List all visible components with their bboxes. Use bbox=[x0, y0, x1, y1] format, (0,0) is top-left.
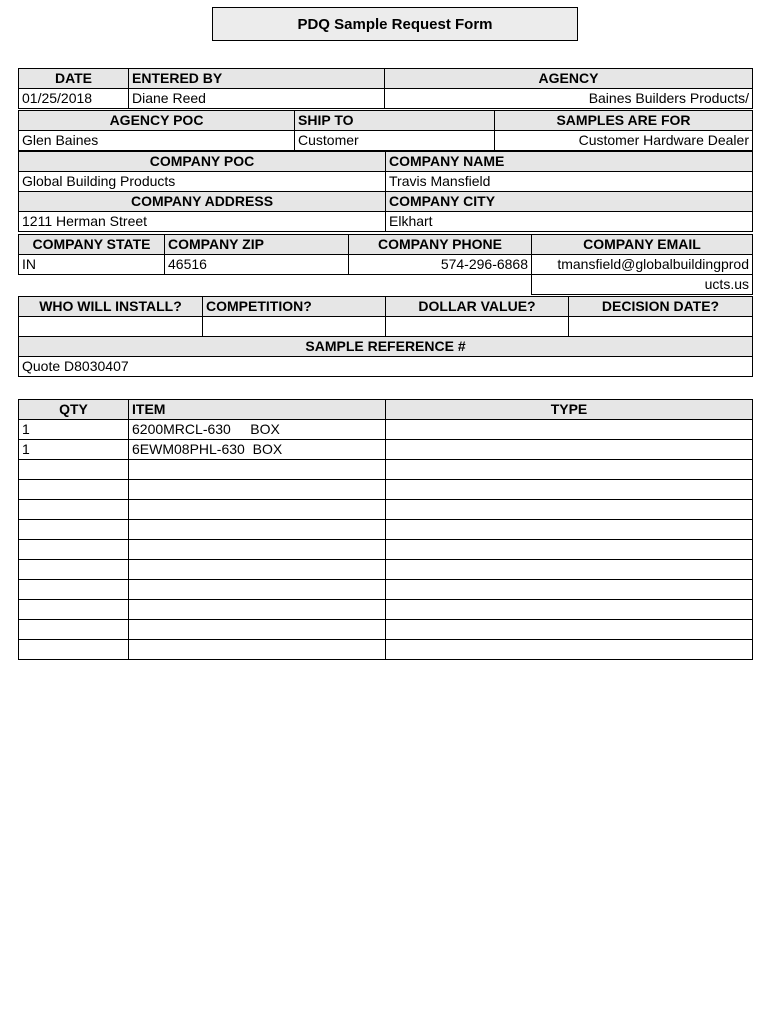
agency-header: AGENCY bbox=[385, 69, 753, 89]
ship-info-table bbox=[18, 110, 753, 151]
qty-cell[interactable] bbox=[19, 640, 129, 660]
company-address-header: COMPANY ADDRESS bbox=[19, 192, 386, 212]
company-name-field[interactable]: Travis Mansfield bbox=[386, 172, 753, 192]
item-cell[interactable] bbox=[129, 560, 386, 580]
type-cell[interactable] bbox=[386, 500, 753, 520]
date-header: DATE bbox=[19, 69, 129, 89]
type-cell[interactable] bbox=[386, 480, 753, 500]
item-cell[interactable] bbox=[129, 520, 386, 540]
item-cell[interactable] bbox=[129, 480, 386, 500]
company-city-field[interactable]: Elkhart bbox=[386, 212, 753, 232]
qty-cell[interactable] bbox=[19, 540, 129, 560]
type-cell[interactable] bbox=[386, 640, 753, 660]
date-field[interactable]: 01/25/2018 bbox=[19, 89, 129, 109]
table-row bbox=[19, 460, 753, 480]
spacer bbox=[19, 275, 532, 295]
qty-cell[interactable] bbox=[19, 600, 129, 620]
type-cell[interactable] bbox=[386, 560, 753, 580]
company-info-table bbox=[18, 151, 753, 232]
entered-by-header: ENTERED BY bbox=[129, 69, 385, 89]
dollar-value-header: DOLLAR VALUE? bbox=[386, 297, 569, 317]
ship-to-field[interactable]: Customer bbox=[295, 131, 495, 151]
type-cell[interactable] bbox=[386, 600, 753, 620]
table-row bbox=[19, 540, 753, 560]
item-cell[interactable]: 6EWM08PHL-630 BOX bbox=[129, 440, 386, 460]
table-row bbox=[19, 480, 753, 500]
table-row bbox=[19, 620, 753, 640]
table-row bbox=[19, 580, 753, 600]
company-poc-field[interactable]: Global Building Products bbox=[19, 172, 386, 192]
company-phone-header: COMPANY PHONE bbox=[349, 235, 532, 255]
table-row bbox=[19, 420, 753, 440]
entered-by-field[interactable]: Diane Reed bbox=[129, 89, 385, 109]
type-header: TYPE bbox=[386, 400, 753, 420]
company-address-field[interactable]: 1211 Herman Street bbox=[19, 212, 386, 232]
samples-are-for-header: SAMPLES ARE FOR bbox=[495, 111, 753, 131]
samples-are-for-field[interactable]: Customer Hardware Dealer bbox=[495, 131, 753, 151]
agency-poc-header: AGENCY POC bbox=[19, 111, 295, 131]
decision-date-field[interactable] bbox=[569, 317, 753, 337]
type-cell[interactable] bbox=[386, 520, 753, 540]
type-cell[interactable] bbox=[386, 580, 753, 600]
qty-cell[interactable] bbox=[19, 560, 129, 580]
who-will-install-field[interactable] bbox=[19, 317, 203, 337]
who-will-install-header: WHO WILL INSTALL? bbox=[19, 297, 203, 317]
company-state-header: COMPANY STATE bbox=[19, 235, 165, 255]
decision-date-header: DECISION DATE? bbox=[569, 297, 753, 317]
table-row bbox=[19, 600, 753, 620]
company-poc-header: COMPANY POC bbox=[19, 152, 386, 172]
company-name-header: COMPANY NAME bbox=[386, 152, 753, 172]
agency-field[interactable]: Baines Builders Products/ bbox=[385, 89, 753, 109]
table-row bbox=[19, 640, 753, 660]
company-state-field[interactable]: IN bbox=[19, 255, 165, 275]
qty-cell[interactable] bbox=[19, 580, 129, 600]
item-cell[interactable] bbox=[129, 640, 386, 660]
item-cell[interactable] bbox=[129, 460, 386, 480]
qty-cell[interactable]: 1 bbox=[19, 420, 129, 440]
qty-cell[interactable] bbox=[19, 500, 129, 520]
sample-reference-header: SAMPLE REFERENCE # bbox=[19, 337, 753, 357]
type-cell[interactable] bbox=[386, 420, 753, 440]
dollar-value-field[interactable] bbox=[386, 317, 569, 337]
company-email-field-line2[interactable]: ucts.us bbox=[532, 275, 753, 295]
item-cell[interactable] bbox=[129, 540, 386, 560]
contact-info-table bbox=[18, 234, 753, 295]
table-row bbox=[19, 520, 753, 540]
form-title: PDQ Sample Request Form bbox=[212, 7, 578, 41]
item-cell[interactable] bbox=[129, 620, 386, 640]
qty-cell[interactable]: 1 bbox=[19, 440, 129, 460]
sample-reference-field[interactable]: Quote D8030407 bbox=[19, 357, 753, 377]
company-zip-header: COMPANY ZIP bbox=[165, 235, 349, 255]
table-row bbox=[19, 440, 753, 460]
company-zip-field[interactable]: 46516 bbox=[165, 255, 349, 275]
item-cell[interactable] bbox=[129, 580, 386, 600]
qty-cell[interactable] bbox=[19, 520, 129, 540]
competition-header: COMPETITION? bbox=[203, 297, 386, 317]
type-cell[interactable] bbox=[386, 540, 753, 560]
competition-field[interactable] bbox=[203, 317, 386, 337]
company-city-header: COMPANY CITY bbox=[386, 192, 753, 212]
table-row bbox=[19, 560, 753, 580]
company-email-header: COMPANY EMAIL bbox=[532, 235, 753, 255]
table-row bbox=[19, 500, 753, 520]
company-email-field-line1[interactable]: tmansfield@globalbuildingprod bbox=[532, 255, 753, 275]
agency-poc-field[interactable]: Glen Baines bbox=[19, 131, 295, 151]
qty-cell[interactable] bbox=[19, 480, 129, 500]
item-cell[interactable]: 6200MRCL-630 BOX bbox=[129, 420, 386, 440]
qty-header: QTY bbox=[19, 400, 129, 420]
sales-info-table bbox=[18, 296, 753, 377]
type-cell[interactable] bbox=[386, 440, 753, 460]
qty-cell[interactable] bbox=[19, 460, 129, 480]
items-table bbox=[18, 399, 753, 660]
qty-cell[interactable] bbox=[19, 620, 129, 640]
header-info-table bbox=[18, 68, 753, 109]
type-cell[interactable] bbox=[386, 620, 753, 640]
ship-to-header: SHIP TO bbox=[295, 111, 495, 131]
item-cell[interactable] bbox=[129, 600, 386, 620]
item-cell[interactable] bbox=[129, 500, 386, 520]
item-header: ITEM bbox=[129, 400, 386, 420]
type-cell[interactable] bbox=[386, 460, 753, 480]
company-phone-field[interactable]: 574-296-6868 bbox=[349, 255, 532, 275]
